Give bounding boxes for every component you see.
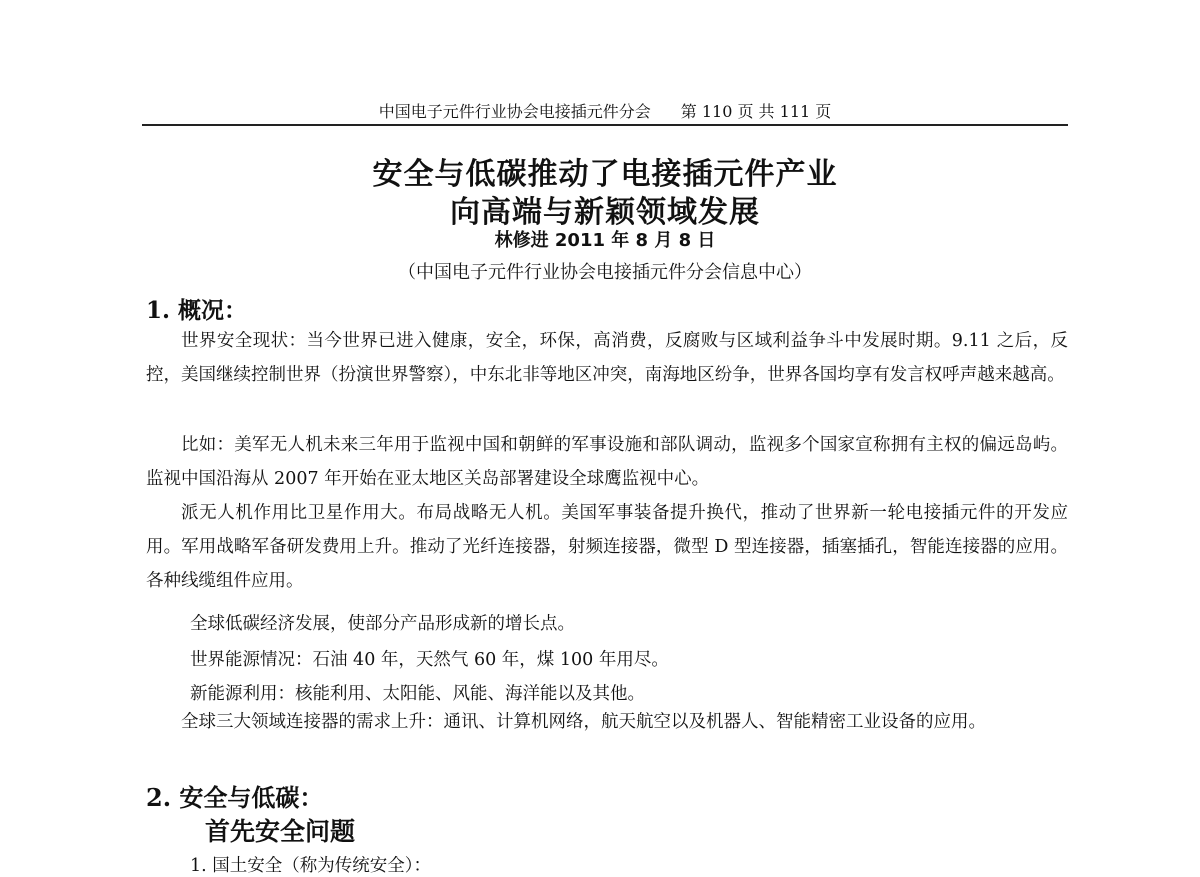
section-1-heading: 1. 概况： — [146, 297, 248, 324]
author-organization: （中国电子元件行业协会电接插元件分会信息中心） — [398, 262, 812, 283]
header-rule — [142, 124, 1068, 126]
paragraph-2: 比如：美军无人机未来三年用于监视中国和朝鲜的军事设施和部队调动，监视多个国家宣称拥有主权的偏远岛屿。监视中国沿海从 2007 年开始在亚太地区关岛部署建设全球鹰监视中心。 — [146, 435, 1068, 489]
header-org: 中国电子元件行业协会电接插元件分会 — [378, 102, 651, 121]
paragraph-5: 世界能源情况：石油 40 年，天然气 60 年，煤 100 年用尽。 — [190, 650, 669, 670]
page-header — [142, 92, 1068, 122]
paragraph-4: 全球低碳经济发展，使部分产品形成新的增长点。 — [190, 614, 575, 634]
title-line-1: 安全与低碳推动了电接插元件产业 — [372, 157, 838, 192]
section-2-subheading: 首先安全问题 — [205, 817, 356, 846]
paragraph-1: 世界安全现状：当今世界已进入健康，安全，环保，高消费，反腐败与区域利益争斗中发展时期。9.11 之后，反控，美国继续控制世界（扮演世界警察），中东北非等地区冲突，南海地区纷争，世界各国均享有发言权呼声越来越高。 — [146, 331, 1068, 385]
title-line-2: 向高端与新颖领域发展 — [450, 195, 760, 230]
section-2-item-1: 1. 国土安全（称为传统安全）： — [190, 856, 432, 876]
paragraph-7: 全球三大领域连接器的需求上升：通讯、计算机网络，航天航空以及机器人、智能精密工业设备的应用。 — [181, 712, 986, 732]
author-date: 林修进 2011 年 8 月 8 日 — [494, 230, 716, 251]
section-2-heading: 2. 安全与低碳： — [146, 783, 324, 812]
paragraph-3: 派无人机作用比卫星作用大。布局战略无人机。美国军事装备提升换代，推动了世界新一轮电接插元件的开发应用。军用战略军备研发费用上升。推动了光纤连接器，射频连接器，微型 D 型连接器，插塞插孔，智能连接器的应用。各种线缆组件应用。 — [146, 503, 1068, 591]
header-page-info: 第 110 页 共 111 页 — [680, 102, 832, 121]
paragraph-6: 新能源利用：核能利用、太阳能、风能、海洋能以及其他。 — [190, 684, 645, 704]
